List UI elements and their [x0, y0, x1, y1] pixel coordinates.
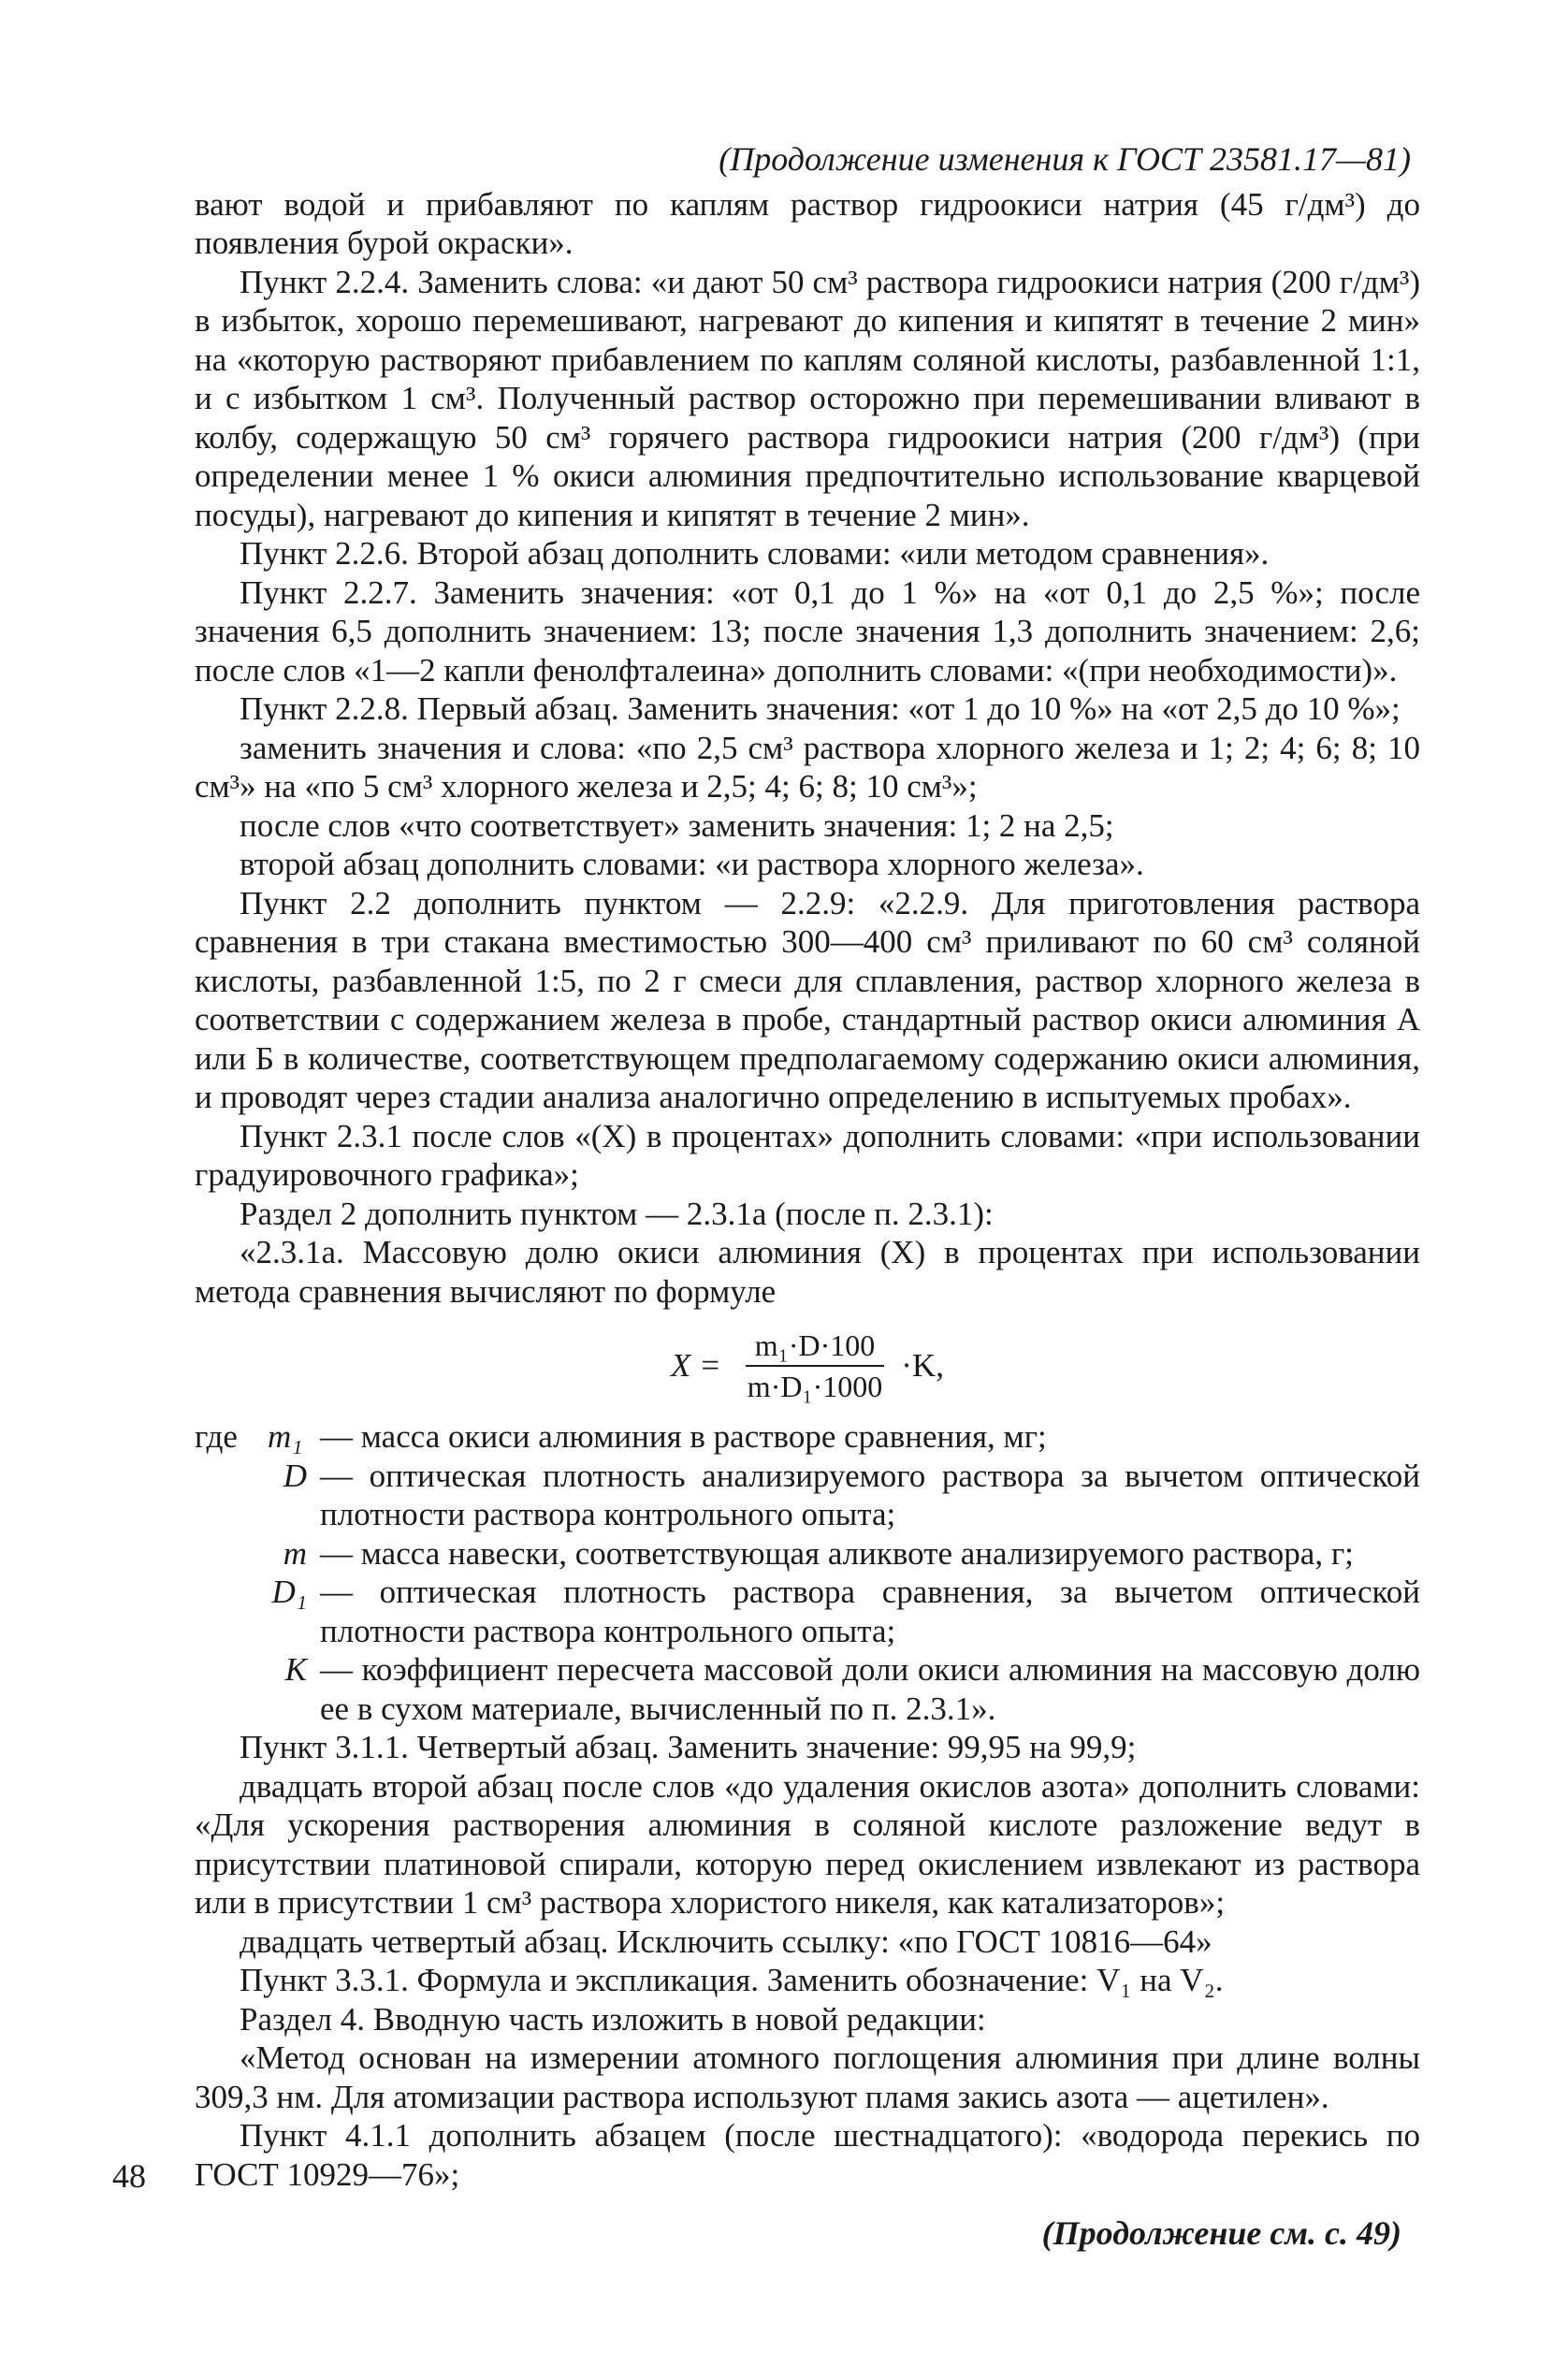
paragraph: Раздел 2 дополнить пунктом — 2.3.1а (после п. 2.3.1):: [240, 1195, 994, 1232]
paragraph: двадцать второй абзац после слов «до удаления окислов азота» дополнить словами: «Для ускорения растворения алюминия в соляной кислоте разложение ведут в присутствии платиновой спирали, которую перед окислением извлекают из раствора или в присутствии 1 см³ раствора хлористого никеля, как катализаторов»;: [195, 1767, 1420, 1921]
paragraph: Пункт 4.1.1 дополнить абзацем (после шестнадцатого): «водорода перекись по ГОСТ 10929—76»;: [195, 2117, 1420, 2193]
paragraph: Пункт 3.3.1. Формула и экспликация. Заменить обозначение: V₁ на V₂.: [240, 1962, 1224, 1998]
paragraph: заменить значения и слова: «по 2,5 см³ раствора хлорного железа и 1; 2; 4; 6; 8; 10 см³» на «по 5 см³ хлорного железа и 2,5; 4; 6; 8; 10 см³»;: [195, 729, 1420, 805]
formula-fraction: [738, 1328, 892, 1404]
formula-denominator: m·D₁·1000: [747, 1370, 883, 1403]
paragraph: Пункт 2.2.7. Заменить значения: «от 0,1 до 1 %» на «от 0,1 до 2,5 %»; после значения 6,5 дополнить значением: 13; после значения 1,3 дополнить значением: 2,6; после слов «1—2 капли фенолфталеина» дополнить словами: «(при необходимости)».: [195, 573, 1420, 689]
explication-text: — масса окиси алюминия в растворе сравнения, мг;: [320, 1418, 1047, 1455]
explication-row: [195, 1573, 1420, 1650]
explication-symbol: D₁: [271, 1574, 307, 1610]
formula: [195, 1328, 1420, 1404]
paragraph: двадцать четвертый абзац. Исключить ссылку: «по ГОСТ 10816—64»: [240, 1922, 1212, 1960]
explication-row: [195, 1417, 1420, 1457]
explication-row: [195, 1534, 1420, 1574]
explication-symbol: K: [284, 1651, 307, 1688]
paragraph: «Метод основан на измерении атомного поглощения алюминия при длине волны 309,3 нм. Для атомизации раствора используют пламя закись азота — ацетилен».: [195, 2039, 1420, 2115]
paragraph: «2.3.1а. Массовую долю окиси алюминия (X) в процентах при использовании метода сравнения вычисляют по формуле: [195, 1234, 1420, 1310]
paragraph: Пункт 2.2.8. Первый абзац. Заменить значения: «от 1 до 10 %» на «от 2,5 до 10 %»;: [240, 690, 1401, 727]
continuation-note: (Продолжение см. с. 49): [1041, 2214, 1401, 2252]
paragraph: Пункт 3.1.1. Четвертый абзац. Заменить значение: 99,95 на 99,9;: [240, 1729, 1137, 1765]
page-header: (Продолжение изменения к ГОСТ 23581.17—81): [719, 140, 1411, 178]
explication-text: — оптическая плотность раствора сравнения, за вычетом оптической плотности раствора контрольного опыта;: [320, 1574, 1420, 1649]
explication-intro: где: [195, 1418, 238, 1455]
paragraph: второй абзац дополнить словами: «и раствора хлорного железа».: [240, 846, 1144, 882]
explication-symbol: D: [283, 1457, 307, 1494]
paragraph: вают водой и прибавляют по каплям раствор гидроокиси натрия (45 г/дм³) до появления бурой окраски».: [195, 185, 1420, 261]
explication-row: [195, 1457, 1420, 1534]
explication-text: — оптическая плотность анализируемого раствора за вычетом оптической плотности раствора контрольного опыта;: [320, 1457, 1420, 1532]
paragraph: Пункт 2.2.6. Второй абзац дополнить словами: «или методом сравнения».: [240, 535, 1270, 572]
formula-lhs: X =: [671, 1347, 721, 1385]
paragraph: Пункт 2.2.4. Заменить слова: «и дают 50 см³ раствора гидроокиси натрия (200 г/дм³) в избыток, хорошо перемешивают, нагревают до кипения и кипятят в течение 2 мин» на «которую растворяют прибавлением по каплям соляной кислоты, разбавленной 1:1, и с избытком 1 см³. Полученный раствор осторожно при перемешивании вливают в колбу, содержащую 50 см³ горячего раствора гидроокиси натрия (200 г/дм³) (при определении менее 1 % окиси алюминия предпочтительно использование кварцевой посуды), нагревают до кипения и кипятят в течение 2 мин».: [195, 263, 1420, 533]
paragraph: Пункт 2.2 дополнить пунктом — 2.2.9: «2.2.9. Для приготовления раствора сравнения в три стакана вместимостью 300—400 см³ приливают по 60 см³ соляной кислоты, разбавленной 1:5, по 2 г смеси для сплавления, раствор хлорного железа в соответствии с содержанием железа в пробе, стандартный раствор окиси алюминия А или Б в количестве, соответствующем предполагаемому содержанию окиси алюминия, и проводят через стадии анализа аналогично определению в испытуемых пробах».: [195, 884, 1420, 1115]
explication-text: — коэффициент пересчета массовой доли окиси алюминия на массовую долю ее в сухом материале, вычисленный по п. 2.3.1».: [320, 1651, 1420, 1727]
formula-tail: ·K,: [901, 1347, 944, 1385]
explication-symbol: m: [283, 1534, 307, 1572]
explication: [195, 1417, 1420, 1728]
document-page: [195, 140, 1420, 2254]
paragraph: после слов «что соответствует» заменить значения: 1; 2 на 2,5;: [240, 806, 1114, 844]
paragraph: Пункт 2.3.1 после слов «(X) в процентах» дополнить словами: «при использовании градуировочного графика»;: [195, 1117, 1420, 1193]
paragraph: Раздел 4. Вводную часть изложить в новой редакции:: [240, 2000, 986, 2038]
explication-text: — масса навески, соответствующая аликвоте анализируемого раствора, г;: [320, 1534, 1354, 1572]
formula-numerator: m₁·D·100: [746, 1328, 884, 1367]
explication-symbol: m₁: [268, 1418, 303, 1455]
explication-row: [195, 1650, 1420, 1728]
page-number: 48: [112, 2157, 146, 2195]
